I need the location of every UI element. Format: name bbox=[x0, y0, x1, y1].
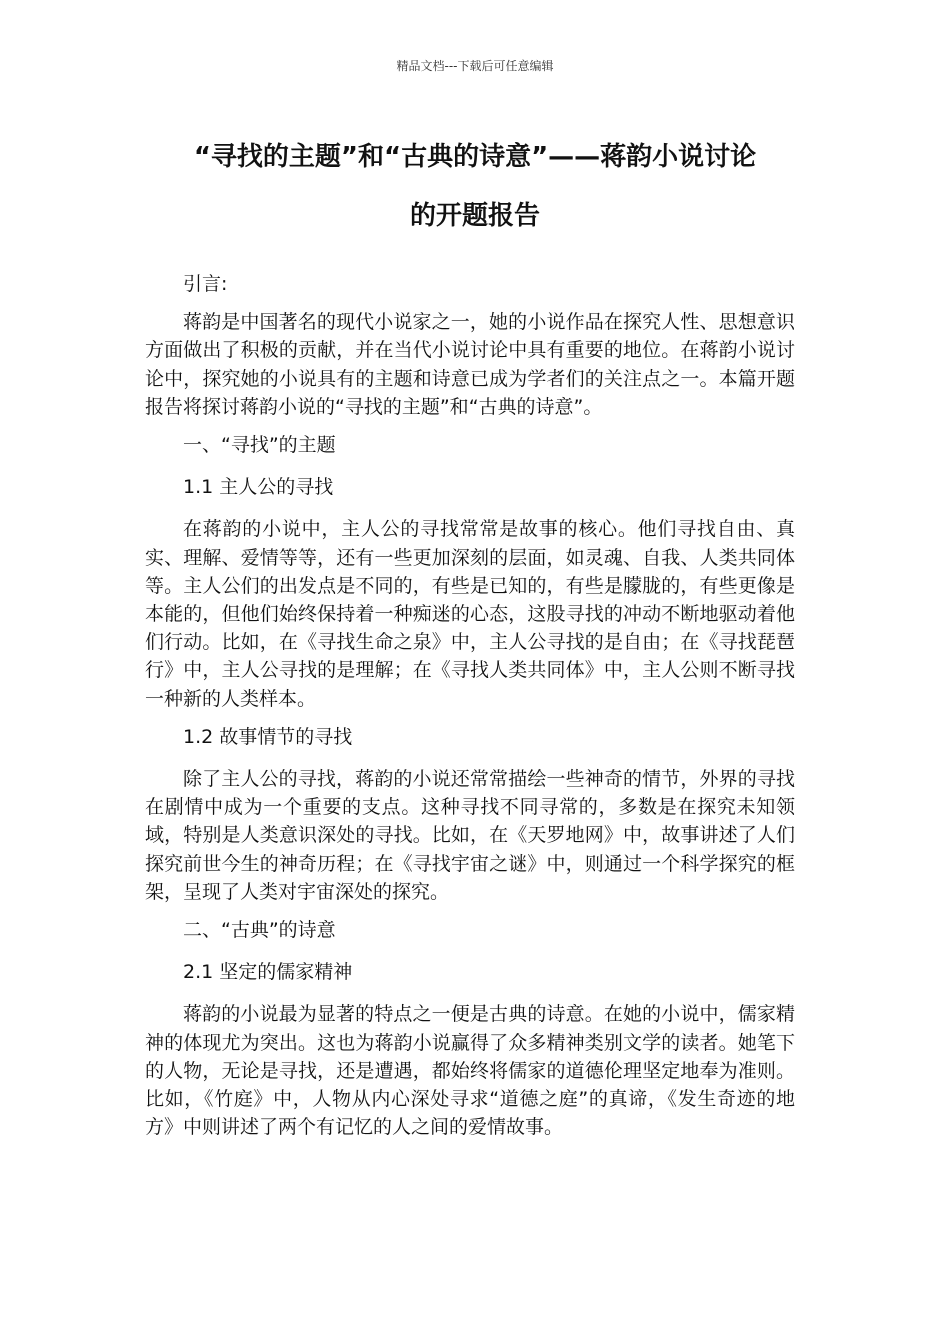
section-1-1-paragraph: 在蒋韵的小说中，主人公的寻找常常是故事的核心。他们寻找自由、真实、理解、爱情等等，还有一些更加深刻的层面，如灵魂、自我、人类共同体等。主人公们的出发点是不同的，有些是已知的，有些是朦胧的，有些更像是本能的，但他们始终保持着一种痴迷的心态，这股寻找的冲动不断地驱动着他们行动。比如，在《寻找生命之泉》中，主人公寻找的是自由；在《寻找琵琶行》中，主人公寻找的是理解；在《寻找人类共同体》中，主人公则不断寻找一种新的人类样本。 bbox=[145, 518, 795, 710]
section-1-2-paragraph: 除了主人公的寻找，蒋韵的小说还常常描绘一些神奇的情节，外界的寻找在剧情中成为一个重要的支点。这种寻找不同寻常的，多数是在探究未知领域，特别是人类意识深处的寻找。比如，在《天罗地网》中，故事讲述了人们探究前世今生的神奇历程；在《寻找宇宙之谜》中，则通过一个科学探究的框架，呈现了人类对宇宙深处的探究。 bbox=[145, 768, 795, 903]
intro-label: 引言: bbox=[183, 273, 228, 295]
section-1-heading: 一、“寻找”的主题 bbox=[183, 434, 336, 457]
document-title-line-1: “寻找的主题”和“古典的诗意”——蒋韵小说讨论 bbox=[193, 142, 757, 172]
section-2-1-heading: 2.1 坚定的儒家精神 bbox=[183, 961, 353, 984]
section-2-1-paragraph: 蒋韵的小说最为显著的特点之一便是古典的诗意。在她的小说中，儒家精神的体现尤为突出。这也为蒋韵小说赢得了众多精神类别文学的读者。她笔下的人物，无论是寻找，还是遭遇，都始终将儒家的道德伦理坚定地奉为准则。比如，《竹庭》中，人物从内心深处寻求“道德之庭”的真谛，《发生奇迹的地方》中则讲述了两个有记忆的人之间的爱情故事。 bbox=[145, 1003, 795, 1139]
intro-paragraph: 蒋韵是中国著名的现代小说家之一，她的小说作品在探究人性、思想意识方面做出了积极的贡献，并在当代小说讨论中具有重要的地位。在蒋韵小说讨论中，探究她的小说具有的主题和诗意已成为学者们的关注点之一。本篇开题报告将探讨蒋韵小说的“寻找的主题”和“古典的诗意”。 bbox=[145, 311, 795, 418]
document-title-line-2: 的开题报告 bbox=[409, 201, 540, 231]
page-header-note: 精品文档---下载后可任意编辑 bbox=[396, 59, 554, 73]
section-1-2-heading: 1.2 故事情节的寻找 bbox=[183, 725, 353, 748]
document-body bbox=[145, 270, 795, 1151]
section-1-1-heading: 1.1 主人公的寻找 bbox=[183, 476, 334, 499]
section-2-heading: 二、“古典”的诗意 bbox=[183, 919, 336, 942]
